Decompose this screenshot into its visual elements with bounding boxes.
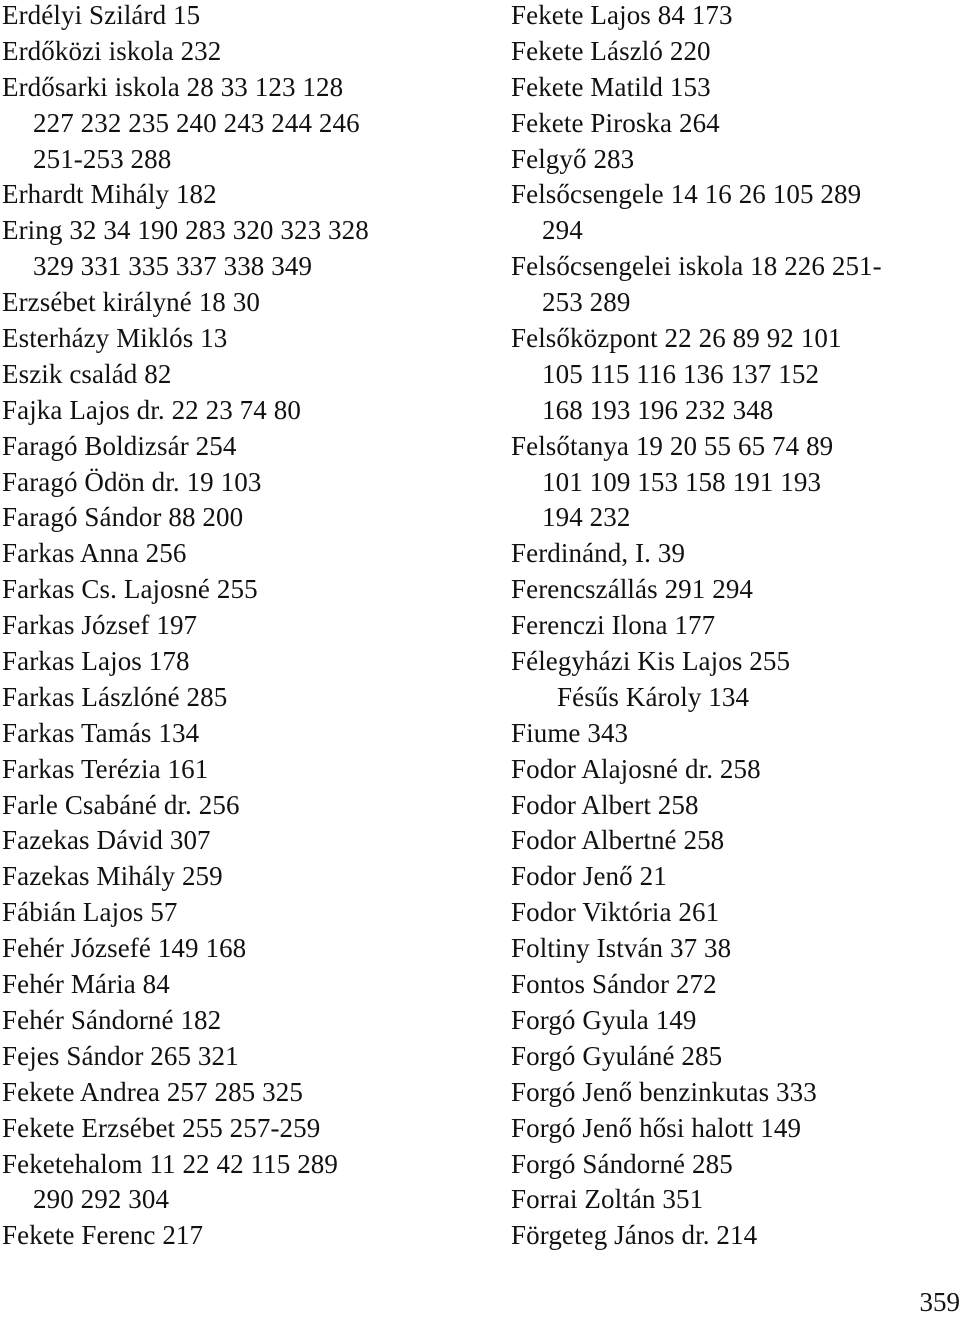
index-entry: Erdősarki iskola 28 33 123 128: [2, 71, 344, 102]
index-entry: Forrai Zoltán 351: [511, 1184, 704, 1215]
index-entry-continuation: 294: [542, 215, 583, 246]
index-entry-continuation: 101 109 153 158 191 193: [542, 466, 822, 497]
index-entry: Forgó Gyula 149: [511, 1004, 697, 1035]
index-entry: Faragó Ödön dr. 19 103: [2, 466, 262, 497]
index-entry: Fodor Jenő 21: [511, 861, 667, 892]
index-entry: Felgyő 283: [511, 143, 635, 174]
index-entry: Fazekas Dávid 307: [2, 825, 211, 856]
index-entry: Fodor Viktória 261: [511, 897, 720, 928]
index-entry: Eszik család 82: [2, 358, 172, 389]
index-entry: Farkas Tamás 134: [2, 717, 200, 748]
index-entry: Forgó Gyuláné 285: [511, 1040, 723, 1071]
index-entry: Fodor Albertné 258: [511, 825, 725, 856]
index-entry-continuation: 168 193 196 232 348: [542, 394, 774, 425]
index-entry: Felsőközpont 22 26 89 92 101: [511, 323, 842, 354]
page-number: 359: [919, 1287, 960, 1317]
index-entry: Farkas Cs. Lajosné 255: [2, 574, 258, 605]
index-entry: Fekete Piroska 264: [511, 107, 720, 138]
index-entry: Fábián Lajos 57: [2, 897, 178, 928]
index-entry: Fehér Mária 84: [2, 969, 170, 1000]
index-entry: Foltiny István 37 38: [511, 933, 732, 964]
index-entry: Fekete László 220: [511, 35, 711, 66]
index-entry: Fehér Józsefé 149 168: [2, 933, 247, 964]
index-entry: Ferdinánd, I. 39: [511, 538, 686, 569]
index-entry: Feketehalom 11 22 42 115 289: [2, 1148, 339, 1179]
index-entry: Erhardt Mihály 182: [2, 179, 217, 210]
index-entry: Fekete Erzsébet 255 257-259: [2, 1112, 321, 1143]
index-entry: Farkas Lászlóné 285: [2, 681, 228, 712]
index-entry: Esterházy Miklós 13: [2, 323, 228, 354]
index-entry: Farle Csabáné dr. 256: [2, 789, 240, 820]
index-entry: Fazekas Mihály 259: [2, 861, 223, 892]
index-entry: Faragó Sándor 88 200: [2, 502, 244, 533]
index-entry: Forgó Jenő benzinkutas 333: [511, 1076, 817, 1107]
index-entry: Faragó Boldizsár 254: [2, 430, 237, 461]
index-entry: Farkas Terézia 161: [2, 753, 209, 784]
index-entry: Fejes Sándor 265 321: [2, 1040, 239, 1071]
index-entry: Ering 32 34 190 283 320 323 328: [2, 215, 369, 246]
index-entry: Fehér Sándorné 182: [2, 1004, 222, 1035]
index-entry-continuation: 329 331 335 337 338 349: [33, 251, 313, 282]
index-entry: Farkas Anna 256: [2, 538, 187, 569]
index-entry: Fiume 343: [511, 717, 629, 748]
index-entry: Fekete Ferenc 217: [2, 1220, 204, 1251]
index-entry: Ferenczi Ilona 177: [511, 610, 716, 641]
index-entry: Fodor Albert 258: [511, 789, 699, 820]
index-entry-continuation: 251-253 288: [33, 143, 172, 174]
index-entry: Erdőközi iskola 232: [2, 35, 222, 66]
index-entry: Fésűs Károly 134: [557, 681, 750, 712]
index-entry: Félegyházi Kis Lajos 255: [511, 646, 791, 677]
index-entry: Fekete Matild 153: [511, 71, 711, 102]
index-entry-continuation: 290 292 304: [33, 1184, 170, 1215]
index-entry: Forgó Sándorné 285: [511, 1148, 733, 1179]
index-entry: Fajka Lajos dr. 22 23 74 80: [2, 394, 301, 425]
index-entry: Farkas Lajos 178: [2, 646, 190, 677]
index-entry-continuation: 105 115 116 136 137 152: [542, 358, 820, 389]
index-entry: Fontos Sándor 272: [511, 969, 717, 1000]
index-entry: Felsőcsengele 14 16 26 105 289: [511, 179, 862, 210]
index-entry: Erzsébet királyné 18 30: [2, 287, 260, 318]
index-entry: Fekete Lajos 84 173: [511, 0, 733, 30]
index-entry: Fodor Alajosné dr. 258: [511, 753, 761, 784]
index-entry: Erdélyi Szilárd 15: [2, 0, 201, 30]
index-entry-continuation: 194 232: [542, 502, 631, 533]
index-entry: Felsőcsengelei iskola 18 226 251-: [511, 251, 882, 282]
index-entry: Ferencszállás 291 294: [511, 574, 754, 605]
index-column-left: [2, 0, 502, 1256]
index-entry-continuation: 227 232 235 240 243 244 246: [33, 107, 360, 138]
index-entry-continuation: 253 289: [542, 287, 631, 318]
index-entry: Felsőtanya 19 20 55 65 74 89: [511, 430, 834, 461]
index-column-right: [511, 0, 960, 1256]
index-entry: Forgó Jenő hősi halott 149: [511, 1112, 802, 1143]
index-entry: Fekete Andrea 257 285 325: [2, 1076, 303, 1107]
index-entry: Farkas József 197: [2, 610, 198, 641]
index-entry: Förgeteg János dr. 214: [511, 1220, 758, 1251]
